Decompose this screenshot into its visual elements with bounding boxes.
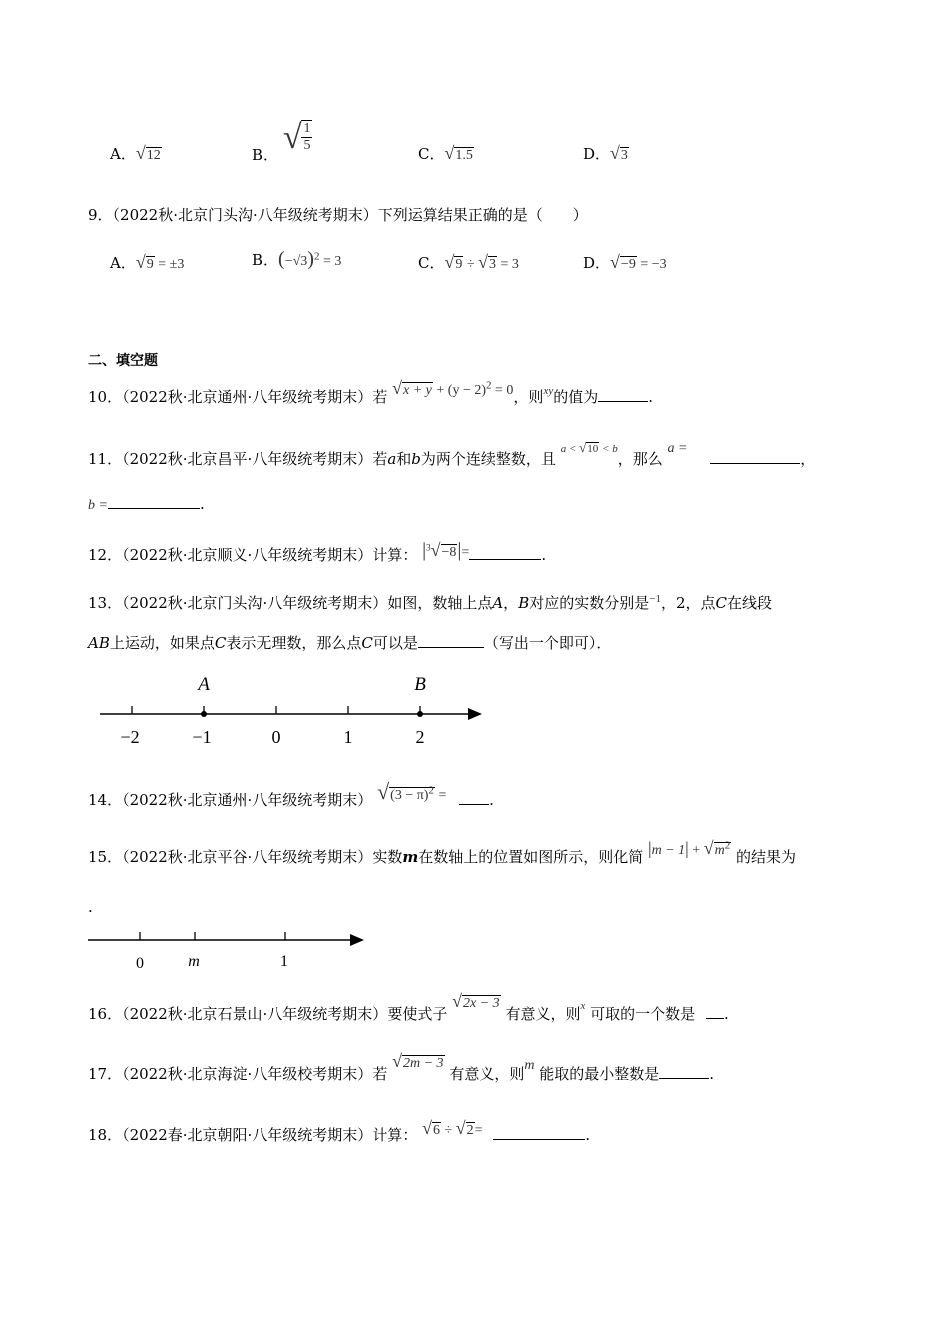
q9-option-d: D．√−9 = −3 (583, 252, 667, 272)
question-10: 10．（2022秋·北京通州·八年级统考期末）若 $√x + y + (y - 2)^2 = 0$，则$^{xy}$的值为 . (88, 378, 653, 406)
q11-b-blank[interactable] (108, 496, 200, 509)
tick-label-1: 1 (280, 953, 288, 970)
tick-label-1: 1 (343, 727, 353, 747)
q10-answer-blank[interactable] (598, 389, 648, 402)
question-14: 14．（2022秋·北京通州·八年级统考期末） $√(3 - \pi)^2$ = . (88, 779, 494, 809)
tick-label-2: 2 (415, 727, 425, 747)
tick-label-0: 0 (136, 955, 144, 972)
point-a-dot (201, 711, 207, 717)
q12-answer-blank[interactable] (469, 547, 541, 560)
q8-option-c: C．√1.5 (418, 143, 473, 163)
section-title: 二、填空题 (88, 353, 158, 369)
q8-option-d: D．√3 (583, 143, 628, 163)
point-a-label: A (198, 674, 210, 695)
question-11-cont: b = . (88, 495, 205, 513)
q9-option-c: C．√9 ÷ √3 = 3 (418, 252, 519, 272)
question-15: 15．（2022秋·北京平谷·八年级统考期末）实数m在数轴上的位置如图所示，则化简 $|m - 1| + √m^2$ 的结果为 (88, 838, 796, 866)
question-16: 16．（2022秋·北京石景山·八年级统考期末）要使式子 √2x − 3 有意义，则$^x$ 可取的一个数是 . (88, 991, 729, 1023)
question-13: 13．（2022秋·北京门头沟·八年级统考期末）如图，数轴上点A，B对应的实数分别是$^{-1}$，2，点C在线段 (88, 593, 772, 612)
q8-option-b: B． √ $\frac{1}{5}$ (252, 119, 311, 164)
q17-answer-blank[interactable] (659, 1066, 709, 1079)
question-12: 12．（2022秋·北京顺义·八年级统考期末）计算： $|^3√-8|=$ . (88, 539, 547, 564)
q13-answer-blank[interactable] (418, 635, 484, 648)
point-b-dot (417, 711, 423, 717)
q14-answer-blank[interactable] (459, 792, 489, 805)
q13-number-line (90, 668, 500, 752)
axis-arrow (468, 708, 482, 720)
q9-option-b: B．$(-√3)^2 = 3$ (252, 248, 342, 270)
question-15-cont: . (88, 898, 93, 916)
question-13-cont: AB上运动，如果点C表示无理数，那么点C可以是 （写出一个即可）． (88, 634, 612, 652)
q18-answer-blank[interactable] (493, 1127, 585, 1140)
tick-label-m1: −1 (192, 727, 212, 747)
question-11: 11．（2022秋·北京昌平·八年级统考期末）若a和b为两个连续整数，且 $^{a < √10 < b}$，那么 a = ， (88, 440, 816, 468)
q16-answer-blank[interactable] (706, 1006, 724, 1019)
q11-a-blank[interactable] (710, 451, 800, 464)
question-17: 17．（2022秋·北京海淀·八年级校考期末）若 √2m − 3 有意义，则m 能取的最小整数是 . (88, 1051, 715, 1083)
question-18: 18．（2022春·北京朝阳·八年级统考期末）计算： √6 ÷ √2= . (88, 1118, 591, 1144)
q9-option-a: A．√9 = ±3 (110, 252, 185, 272)
point-b-label: B (414, 674, 426, 695)
tick-label-m: m (188, 953, 200, 970)
q8-option-a: A．√12 (110, 143, 161, 163)
tick-label-m2: −2 (120, 727, 140, 747)
axis-arrow (350, 934, 364, 946)
question-9: 9．（2022秋·北京门头沟·八年级统考期末）下列运算结果正确的是（ ） (88, 206, 588, 224)
q15-number-line (84, 926, 374, 974)
tick-label-0: 0 (271, 727, 281, 747)
